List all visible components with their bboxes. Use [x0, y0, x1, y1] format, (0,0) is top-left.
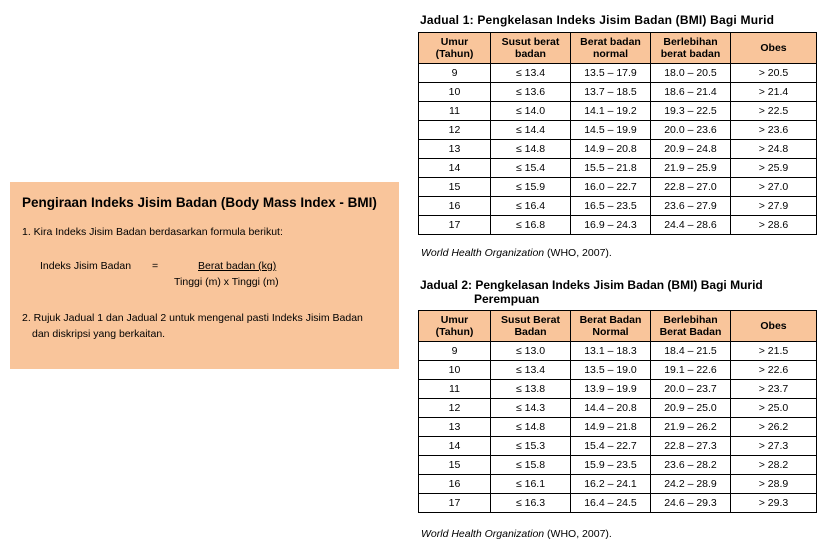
table-cell: 22.8 – 27.0	[651, 178, 731, 197]
formula-numerator: Berat badan (kg)	[198, 260, 277, 272]
column-header-line: Berat badan	[580, 36, 641, 48]
table-row	[419, 380, 817, 399]
table-cell: 22.8 – 27.3	[651, 437, 731, 456]
table-cell: 14.1 – 19.2	[571, 102, 651, 121]
step-2-line-1: 2. Rujuk Jadual 1 dan Jadual 2 untuk mengenal pasti Indeks Jisim Badan	[22, 312, 363, 324]
column-header	[731, 33, 817, 64]
table-cell: 15.9 – 23.5	[571, 456, 651, 475]
table-cell: > 25.0	[731, 399, 817, 418]
table-cell: 20.0 – 23.7	[651, 380, 731, 399]
table-cell: ≤ 13.6	[491, 83, 571, 102]
table-cell: 20.9 – 25.0	[651, 399, 731, 418]
table-cell: 15	[419, 456, 491, 475]
table-cell: > 24.8	[731, 140, 817, 159]
formula-lhs: Indeks Jisim Badan	[40, 260, 132, 272]
table-cell: ≤ 14.3	[491, 399, 571, 418]
table-row	[419, 475, 817, 494]
column-header	[731, 311, 817, 342]
table-row	[419, 159, 817, 178]
table-cell: 16.9 – 24.3	[571, 216, 651, 235]
table-cell: 21.9 – 26.2	[651, 418, 731, 437]
column-header	[651, 33, 731, 64]
table-cell: 14.9 – 21.8	[571, 418, 651, 437]
step-2-text	[22, 310, 387, 342]
table-cell: 13.9 – 19.9	[571, 380, 651, 399]
table-cell: 13	[419, 418, 491, 437]
table-cell: ≤ 16.1	[491, 475, 571, 494]
calculation-title: Pengiraan Indeks Jisim Badan (Body Mass Index - BMI)	[22, 195, 377, 210]
column-header-line: Obes	[760, 320, 787, 332]
table-cell: 23.6 – 28.2	[651, 456, 731, 475]
table-cell: > 21.5	[731, 342, 817, 361]
table-cell: ≤ 15.4	[491, 159, 571, 178]
table-cell: 20.9 – 24.8	[651, 140, 731, 159]
table-cell: 24.2 – 28.9	[651, 475, 731, 494]
table-cell: 23.6 – 27.9	[651, 197, 731, 216]
column-header-line: Umur	[440, 314, 469, 326]
table-1-source	[421, 247, 612, 259]
formula-equals: =	[152, 260, 159, 272]
table-row	[419, 361, 817, 380]
table-row	[419, 216, 817, 235]
table-row	[419, 102, 817, 121]
column-header-line: Umur	[440, 36, 469, 48]
source-org: World Health Organization	[421, 528, 545, 540]
table-row	[419, 494, 817, 513]
table-cell: 13.5 – 19.0	[571, 361, 651, 380]
table-cell: 10	[419, 361, 491, 380]
table-cell: 14	[419, 159, 491, 178]
table-cell: > 23.6	[731, 121, 817, 140]
column-header-line: Badan	[514, 326, 547, 338]
table-row	[419, 140, 817, 159]
table-cell: > 22.5	[731, 102, 817, 121]
table-cell: > 23.7	[731, 380, 817, 399]
table-row	[419, 121, 817, 140]
column-header	[419, 33, 491, 64]
column-header-line: berat badan	[660, 48, 721, 60]
column-header	[491, 33, 571, 64]
table-cell: 16.0 – 22.7	[571, 178, 651, 197]
table-cell: ≤ 13.4	[491, 361, 571, 380]
table-cell: > 27.3	[731, 437, 817, 456]
table-2-title	[420, 278, 763, 306]
table-cell: > 27.0	[731, 178, 817, 197]
table-cell: 16	[419, 197, 491, 216]
column-header-line: Berlebihan	[663, 36, 718, 48]
table-2-bmi-classification-girls	[418, 310, 817, 513]
column-header-line: Berat Badan	[579, 314, 642, 326]
table-cell: ≤ 14.8	[491, 418, 571, 437]
table-1-bmi-classification	[418, 32, 817, 235]
table-cell: ≤ 14.8	[491, 140, 571, 159]
table-cell: ≤ 14.4	[491, 121, 571, 140]
table-cell: 12	[419, 121, 491, 140]
column-header-line: badan	[515, 48, 546, 60]
step-2-line-2: dan diskripsi yang berkaitan.	[32, 328, 166, 340]
column-header-line: Berlebihan	[663, 314, 718, 326]
column-header	[571, 33, 651, 64]
column-header	[571, 311, 651, 342]
table-cell: 15	[419, 178, 491, 197]
table-row	[419, 456, 817, 475]
column-header	[419, 311, 491, 342]
table-2-title-line-2: Perempuan	[474, 292, 540, 306]
table-cell: 16.4 – 24.5	[571, 494, 651, 513]
table-2-title-line-1: Jadual 2: Pengkelasan Indeks Jisim Badan (BMI) Bagi Murid	[420, 278, 763, 292]
table-cell: 11	[419, 380, 491, 399]
table-cell: 18.0 – 20.5	[651, 64, 731, 83]
table-header-row	[419, 311, 817, 342]
table-cell: 13	[419, 140, 491, 159]
table-cell: > 20.5	[731, 64, 817, 83]
table-cell: ≤ 16.4	[491, 197, 571, 216]
table-row	[419, 418, 817, 437]
table-cell: ≤ 13.4	[491, 64, 571, 83]
table-cell: 16	[419, 475, 491, 494]
table-cell: 20.0 – 23.6	[651, 121, 731, 140]
table-cell: 24.6 – 29.3	[651, 494, 731, 513]
table-cell: > 28.6	[731, 216, 817, 235]
table-cell: 13.1 – 18.3	[571, 342, 651, 361]
table-cell: 9	[419, 342, 491, 361]
table-cell: 15.4 – 22.7	[571, 437, 651, 456]
table-cell: 14.4 – 20.8	[571, 399, 651, 418]
table-cell: 17	[419, 494, 491, 513]
table-cell: 21.9 – 25.9	[651, 159, 731, 178]
table-cell: > 27.9	[731, 197, 817, 216]
column-header-line: Normal	[592, 326, 629, 338]
table-cell: > 26.2	[731, 418, 817, 437]
table-cell: > 29.3	[731, 494, 817, 513]
table-cell: ≤ 13.0	[491, 342, 571, 361]
table-cell: 16.5 – 23.5	[571, 197, 651, 216]
table-cell: 24.4 – 28.6	[651, 216, 731, 235]
formula-denominator: Tinggi (m) x Tinggi (m)	[174, 276, 279, 288]
column-header-line: Susut berat	[501, 36, 560, 48]
table-cell: 12	[419, 399, 491, 418]
column-header	[491, 311, 571, 342]
table-cell: > 21.4	[731, 83, 817, 102]
table-cell: 9	[419, 64, 491, 83]
table-cell: ≤ 16.8	[491, 216, 571, 235]
table-cell: ≤ 14.0	[491, 102, 571, 121]
table-header-row	[419, 33, 817, 64]
table-cell: 11	[419, 102, 491, 121]
step-1-text: 1. Kira Indeks Jisim Badan berdasarkan formula berikut:	[22, 226, 283, 238]
table-cell: ≤ 15.3	[491, 437, 571, 456]
source-citation: (WHO, 2007).	[544, 247, 612, 259]
table-cell: 15.5 – 21.8	[571, 159, 651, 178]
table-cell: > 28.2	[731, 456, 817, 475]
column-header-line: (Tahun)	[435, 326, 474, 338]
table-cell: 16.2 – 24.1	[571, 475, 651, 494]
bmi-formula	[22, 250, 387, 294]
table-row	[419, 197, 817, 216]
table-cell: > 25.9	[731, 159, 817, 178]
table-cell: 10	[419, 83, 491, 102]
table-row	[419, 64, 817, 83]
column-header-line: (Tahun)	[435, 48, 474, 60]
bmi-calculation-box	[10, 182, 399, 369]
table-row	[419, 83, 817, 102]
table-row	[419, 178, 817, 197]
table-cell: 19.1 – 22.6	[651, 361, 731, 380]
table-cell: ≤ 15.9	[491, 178, 571, 197]
table-row	[419, 342, 817, 361]
column-header-line: normal	[592, 48, 628, 60]
table-cell: ≤ 16.3	[491, 494, 571, 513]
table-cell: 13.7 – 18.5	[571, 83, 651, 102]
table-cell: > 22.6	[731, 361, 817, 380]
table-cell: ≤ 13.8	[491, 380, 571, 399]
table-cell: 13.5 – 17.9	[571, 64, 651, 83]
table-1-title: Jadual 1: Pengkelasan Indeks Jisim Badan (BMI) Bagi Murid	[420, 13, 775, 27]
table-cell: 17	[419, 216, 491, 235]
table-cell: 18.6 – 21.4	[651, 83, 731, 102]
source-citation: (WHO, 2007).	[544, 528, 612, 540]
source-org: World Health Organization	[421, 247, 545, 259]
table-cell: > 28.9	[731, 475, 817, 494]
column-header-line: Susut Berat	[501, 314, 560, 326]
table-row	[419, 437, 817, 456]
table-cell: 14.9 – 20.8	[571, 140, 651, 159]
column-header-line: Obes	[760, 42, 787, 54]
table-cell: 14.5 – 19.9	[571, 121, 651, 140]
table-cell: 14	[419, 437, 491, 456]
column-header	[651, 311, 731, 342]
table-row	[419, 399, 817, 418]
table-cell: ≤ 15.8	[491, 456, 571, 475]
table-cell: 19.3 – 22.5	[651, 102, 731, 121]
column-header-line: Berat Badan	[659, 326, 722, 338]
table-2-source	[421, 528, 612, 540]
table-cell: 18.4 – 21.5	[651, 342, 731, 361]
